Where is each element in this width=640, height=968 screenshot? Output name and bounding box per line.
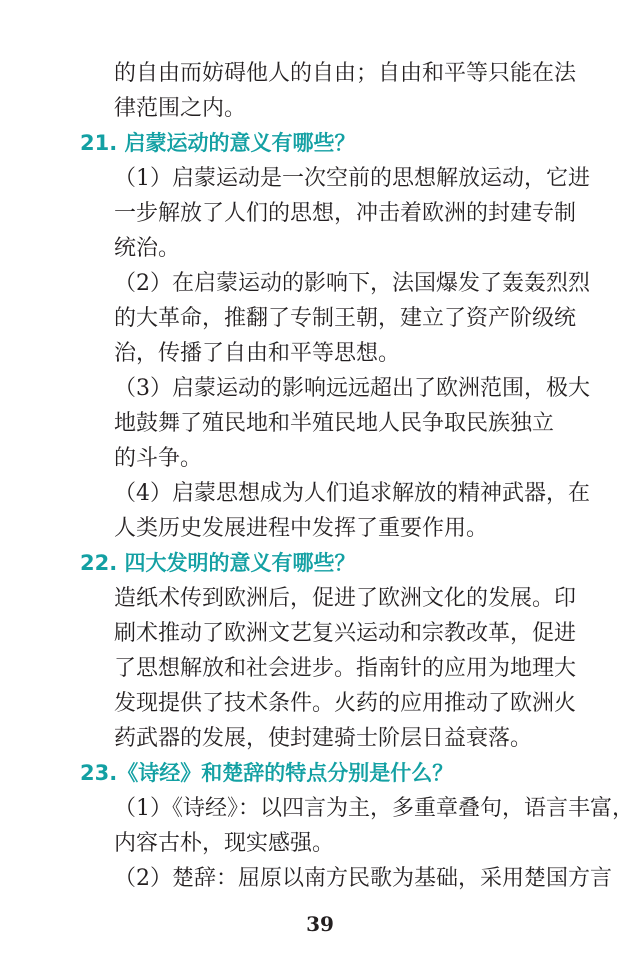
- page-number: 39: [306, 912, 334, 936]
- text-line: 发现提供了技术条件。火药的应用推动了欧洲火: [114, 691, 577, 716]
- text-line: 治，传播了自由和平等思想。: [114, 341, 401, 366]
- q23-item-2: [80, 861, 612, 896]
- q22-answer: [80, 581, 580, 756]
- text-line: 一步解放了人们的思想，冲击着欧洲的封建专制: [114, 201, 577, 226]
- text-line: （2）在启蒙运动的影响下，法国爆发了轰轰烈烈: [114, 271, 590, 296]
- text-line: 造纸术传到欧洲后，促进了欧洲文化的发展。印: [114, 586, 577, 611]
- q21-item-3: [80, 371, 590, 476]
- q23-item-1: [80, 791, 634, 861]
- text-line: 的自由而妨碍他人的自由；自由和平等只能在法: [114, 61, 577, 86]
- text-line: 了思想解放和社会进步。指南针的应用为地理大: [114, 656, 577, 681]
- text-line: 药武器的发展，使封建骑士阶层日益衰落。: [114, 726, 533, 751]
- question-21-title: 21. 启蒙运动的意义有哪些？: [80, 131, 356, 155]
- text-line: 内容古朴，现实感强。: [114, 831, 335, 856]
- page-content: [80, 56, 634, 896]
- intro-paragraph: [80, 56, 580, 126]
- q21-item-2: [80, 266, 590, 371]
- question-22-title: 22. 四大发明的意义有哪些？: [80, 551, 356, 575]
- text-line: 的斗争。: [114, 446, 203, 471]
- text-line: （2）楚辞：屈原以南方民歌为基础，采用楚国方言: [114, 866, 612, 891]
- text-line: （4）启蒙思想成为人们追求解放的精神武器，在: [114, 481, 590, 506]
- text-line: 地鼓舞了殖民地和半殖民地人民争取民族独立: [114, 411, 555, 436]
- text-line: 刷术推动了欧洲文艺复兴运动和宗教改革，促进: [114, 621, 577, 646]
- text-line: 统治。: [114, 236, 181, 261]
- text-line: 人类历史发展进程中发挥了重要作用。: [114, 516, 489, 541]
- text-line: （1）《诗经》：以四言为主，多重章叠句，语言丰富，: [114, 796, 634, 821]
- text-line: 律范围之内。: [114, 96, 247, 121]
- question-23-title: 23.《诗经》和楚辞的特点分别是什么？: [80, 761, 454, 785]
- text-line: （1）启蒙运动是一次空前的思想解放运动，它进: [114, 166, 590, 191]
- q21-item-4: [80, 476, 590, 546]
- text-line: 的大革命，推翻了专制王朝，建立了资产阶级统: [114, 306, 577, 331]
- q21-item-1: [80, 161, 590, 266]
- text-line: （3）启蒙运动的影响远远超出了欧洲范围，极大: [114, 376, 590, 401]
